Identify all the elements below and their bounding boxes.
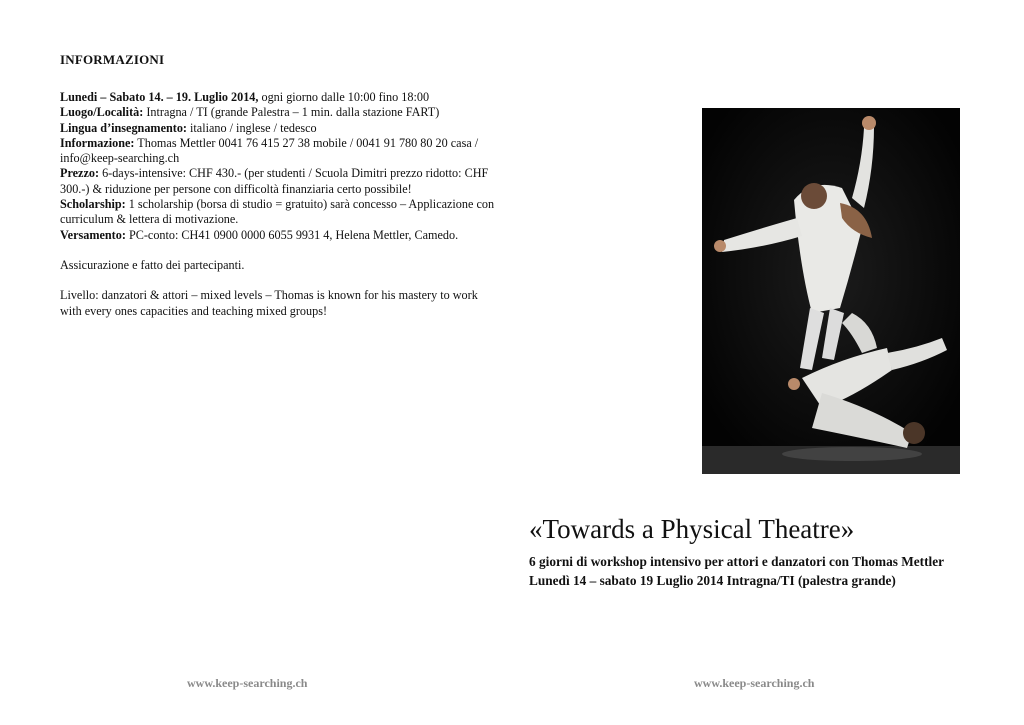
price-text: 6-days-intensive: CHF 430.- (per studenti / Scuola Dimitri prezzo ridotto: CHF 300.-) & riduzione per persone con difficoltà finanziaria certo possibile! [60, 166, 489, 196]
dates-label: Lunedi – Sabato 14. – 19. Luglio 2014, [60, 90, 259, 104]
subtitle-dates: Lunedì 14 – sabato 19 Luglio 2014 Intragna/TI (palestra grande) [529, 573, 896, 588]
location-label: Luogo/Località: [60, 105, 144, 120]
dates-line [60, 90, 500, 105]
dancers-photo [702, 108, 960, 474]
level-line: Livello: danzatori & attori – mixed levels – Thomas is known for his mastery to work with every ones capacities and teaching mixed groups! [60, 288, 478, 318]
page-title: «Towards a Physical Theatre» [529, 514, 855, 544]
language-text: italiano / inglese / tedesco [186, 120, 317, 135]
dancers-illustration [702, 108, 960, 474]
footer-url-left: www.keep-searching.ch [187, 676, 308, 690]
payment-line [60, 228, 500, 243]
info-heading: INFORMAZIONI [60, 52, 165, 67]
location-line [60, 105, 500, 120]
language-line [60, 121, 500, 136]
price-line [60, 166, 500, 197]
location-text: Intragna / TI (grande Palestra – 1 min. dalla stazione FART) [143, 105, 440, 120]
language-label: Lingua d’insegnamento: [60, 120, 187, 135]
scholarship-label: Scholarship: [60, 197, 126, 212]
payment-text: PC-conto: CH41 0900 0000 6055 9931 4, Helena Mettler, Camedo. [125, 227, 459, 242]
scholarship-text: 1 scholarship (borsa di studio = gratuito) sarà concesso – Applicazione con curriculum & lettera di motivazione. [60, 197, 495, 227]
subtitle [529, 552, 949, 590]
info-block [60, 90, 500, 319]
info-column [60, 52, 500, 319]
price-label: Prezzo: [60, 166, 100, 181]
dates-text: ogni giorno dalle 10:00 fino 18:00 [258, 90, 430, 104]
scholarship-line [60, 197, 500, 228]
subtitle-workshop: 6 giorni di workshop intensivo per attori e danzatori con Thomas Mettler [529, 554, 945, 569]
contact-text: Thomas Mettler 0041 76 415 27 38 mobile / 0041 91 780 80 20 casa / info@keep-searching.ch [60, 135, 479, 166]
contact-line [60, 136, 500, 167]
contact-label: Informazione: [60, 135, 135, 150]
payment-label: Versamento: [60, 227, 126, 242]
footer-url-right: www.keep-searching.ch [694, 676, 815, 690]
insurance-line: Assicurazione e fatto dei partecipanti. [60, 257, 245, 272]
